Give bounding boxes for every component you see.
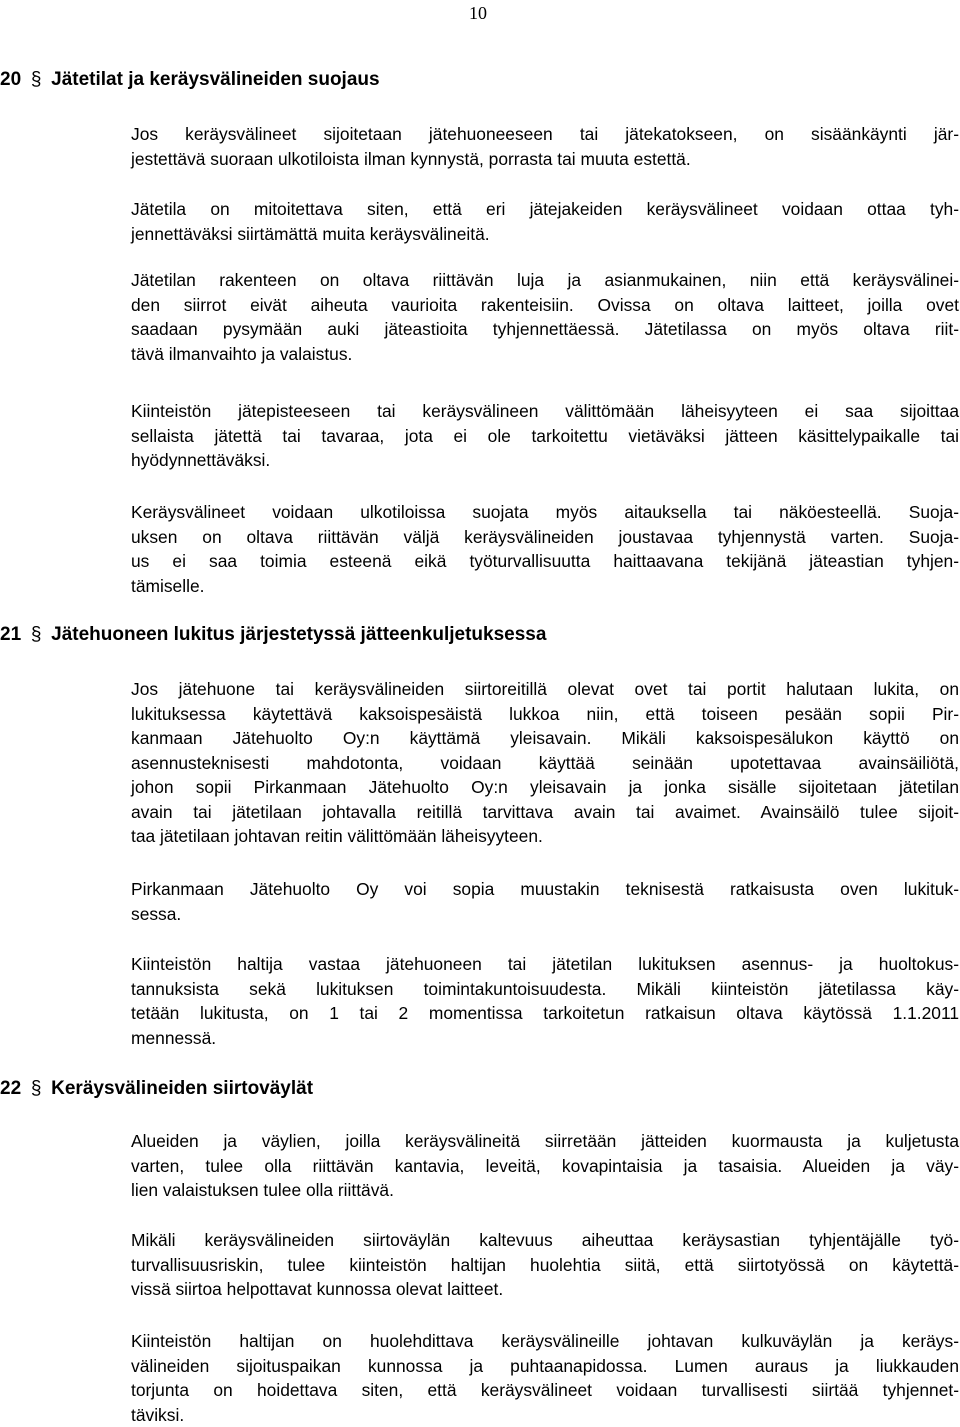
text-line: Keräysvälineet voidaan ulkotiloissa suojata myös aitauksella tai näköesteellä. Suoja- [131,502,959,522]
paragraph [131,268,959,366]
section-title: Keräysvälineiden siirtoväylät [51,1078,314,1099]
text-line: taa jätetilaan johtavan reitin välittömään läheisyyteen. [131,826,543,846]
text-line: tämiselle. [131,575,205,596]
section-symbol: § [30,624,42,645]
section-heading-20 [0,68,380,92]
text-line: tetään lukitusta, on 1 tai 2 momentissa tarkoitetun ratkaisun oltava käytössä 1.1.2011 [131,1003,959,1023]
paragraph [131,197,959,246]
paragraph [131,1329,959,1427]
section-heading-21 [0,623,546,647]
text-line: Kiinteistön jätepisteeseen tai keräysvälineen välittömään läheisyyteen ei saa sijoittaa [131,401,959,421]
text-line: tävä ilmanvaihto ja valaistus. [131,343,353,364]
paragraph [131,677,959,849]
text-line: Jos keräysvälineet sijoitetaan jätehuoneeseen tai jätekatokseen, on sisäänkäynti jär- [131,124,959,144]
paragraph [131,952,959,1050]
text-line: asennusteknisesti mahdotonta, voidaan käyttää seinään upotettavaa avainsäiliötä, [131,752,959,773]
text-line: saadaan pysymään auki jäteastioita tyhjennettäessä. Jätetilassa on myös oltava riit- [131,319,959,339]
text-line: vissä siirtoa helpottavat kunnossa olevat laitteet. [131,1279,504,1299]
text-line: lien valaistuksen tulee olla riittävä. [131,1180,394,1200]
section-title: Jätetilat ja keräysvälineiden suojaus [51,69,380,90]
text-line: Pirkanmaan Jätehuolto Oy voi sopia muustakin teknisestä ratkaisusta oven lukituk- [131,879,959,899]
text-line: Kiinteistön haltijan on huolehdittava keräysvälineille johtavan kulkuväylän ja keräys- [131,1331,959,1351]
paragraph [131,1129,959,1203]
text-line: välineiden sijoituspaikan kunnossa ja puhtaanapidossa. Lumen auraus ja liukkauden [131,1355,959,1376]
text-line: turvallisuusriskin, tulee kiinteistön haltijan huolehtia siitä, että siirtotyössä on käytettä- [131,1254,959,1275]
text-line: torjunta on hoidettava siten, että keräysvälineet voidaan turvallisesti siirtää tyhjennet- [131,1380,959,1400]
text-line: lukituksessa käytettävä kaksoispesäistä lukkoa niin, että toiseen pesään sopii Pir- [131,703,959,724]
paragraph [131,122,959,171]
text-line: Jätetila on mitoitettava siten, että eri jätejakeiden keräysvälineet voidaan ottaa tyh- [131,199,959,219]
text-line: täviksi. [131,1404,185,1425]
paragraph [131,500,959,598]
text-line: uksen on oltava riittävän väljä keräysvälineiden joustavaa tyhjennystä varten. Suoja- [131,526,959,547]
section-heading-22 [0,1077,313,1101]
text-line: mennessä. [131,1027,217,1048]
section-symbol: § [30,69,42,90]
paragraph [131,877,959,926]
text-line: tannuksista sekä lukituksen toimintakuntoisuudesta. Mikäli kiinteistön jätetilassa käy- [131,978,959,999]
text-line: den siirrot eivät aiheuta vaurioita rakenteisiin. Ovissa on oltava laitteet, joilla ovet [131,294,959,315]
section-number: 20 [0,69,22,90]
section-symbol: § [30,1078,42,1099]
text-line: Alueiden ja väylien, joilla keräysvälineitä siirretään jätteiden kuormausta ja kuljetusta [131,1131,959,1151]
page-number: 10 [469,3,487,23]
section-number: 22 [0,1078,22,1099]
text-line: johon sopii Pirkanmaan Jätehuolto Oy:n yleisavain ja jonka sisälle sijoitetaan jätetilan [131,777,959,797]
text-line: varten, tulee olla riittävän kantavia, leveitä, kovapintaisia ja tasaisia. Alueiden ja väy- [131,1155,959,1176]
section-number: 21 [0,624,22,645]
text-line: Kiinteistön haltija vastaa jätehuoneen tai jätetilan lukituksen asennus- ja huoltokus- [131,954,959,974]
paragraph [131,399,959,473]
text-line: jennettäväksi siirtämättä muita keräysvälineitä. [131,223,490,244]
text-line: jestettävä suoraan ulkotiloista ilman kynnystä, porrasta tai muuta estettä. [131,148,691,169]
text-line: us ei saa toimia esteenä eikä työturvallisuutta haittaavana tekijänä jäteastian tyhjen- [131,551,959,571]
paragraph [131,1228,959,1302]
text-line: sessa. [131,903,182,924]
text-line: sellaista jätettä tai tavaraa, jota ei ole tarkoitettu vietäväksi jätteen käsittelypaikalle tai [131,425,959,446]
text-line: avain tai jätetilaan johtavalla reitillä tarvittava avain tai avaimet. Avainsäilö tulee sijoit- [131,801,959,822]
text-line: hyödynnettäväksi. [131,450,271,470]
text-line: Jätetilan rakenteen on oltava riittävän luja ja asianmukainen, niin että keräysvälinei- [131,270,959,290]
text-line: Mikäli keräysvälineiden siirtoväylän kaltevuus aiheuttaa keräysastian tyhjentäjälle työ- [131,1230,959,1250]
text-line: Jos jätehuone tai keräysvälineiden siirtoreitillä olevat ovet tai portit halutaan lukita, on [131,679,959,699]
section-title: Jätehuoneen lukitus järjestetyssä jätteenkuljetuksessa [51,624,547,645]
text-line: kanmaan Jätehuolto Oy:n käyttämä yleisavain. Mikäli kaksoispesälukon käyttö on [131,728,959,748]
